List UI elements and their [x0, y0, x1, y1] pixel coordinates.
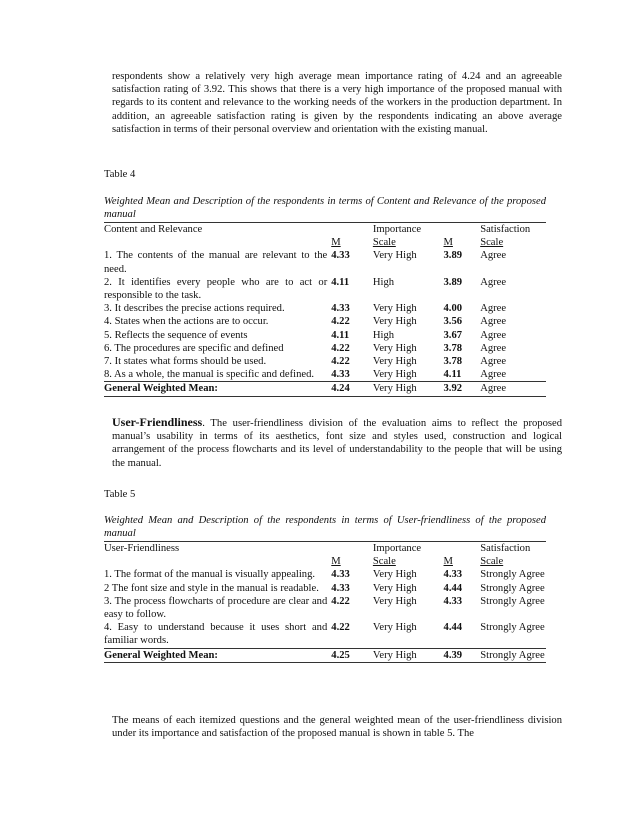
- intro-paragraph: respondents show a relatively very high average mean importance rating of 4.24 and an agreeable satisfaction rating of 3.92. This shows that there is a very high importance of the proposed manual with regards to its content and relevance to the working needs of the workers in the production department. In addition, an agreeable satisfaction rating is given by the respondents indicating an above average satisfaction in terms of their personal overview and orientation with the existing manual.: [112, 71, 562, 135]
- row-description: 2 The font size and style in the manual is readable.: [104, 582, 319, 594]
- table-row: [104, 595, 546, 621]
- satisfaction-scale: Strongly Agree: [480, 622, 545, 634]
- row-description: 3. It describes the precise actions required.: [104, 303, 285, 315]
- satisfaction-mean: 4.00: [443, 303, 463, 315]
- satisfaction-scale: Strongly Agree: [480, 582, 545, 594]
- table-row: [104, 342, 546, 355]
- table-row: [104, 302, 546, 315]
- satisfaction-scale: Agree: [480, 276, 507, 288]
- general-importance-mean: 4.24: [331, 382, 373, 396]
- user-friendliness-heading: User-Friendliness: [112, 415, 203, 429]
- general-satisfaction-scale: Strongly Agree: [480, 649, 545, 661]
- table-row: [104, 368, 546, 382]
- satisfaction-mean: 3.78: [443, 356, 463, 368]
- satisfaction-mean: 3.78: [443, 342, 463, 354]
- importance-mean: 4.33: [331, 303, 350, 315]
- row-description: 1. The format of the manual is visually appealing.: [104, 569, 316, 581]
- table-row: [104, 582, 546, 595]
- importance-scale: Very High: [372, 582, 417, 594]
- general-mean-label: General Weighted Mean:: [104, 648, 331, 662]
- satisfaction-mean: 4.11: [443, 369, 462, 381]
- table-row: [104, 568, 546, 581]
- importance-scale: Very High: [372, 595, 417, 607]
- table-row: [104, 315, 546, 328]
- importance-scale: High: [372, 276, 395, 288]
- table4-importance-header: Importance: [373, 223, 444, 237]
- satisfaction-mean: 4.44: [443, 622, 463, 634]
- row-description: 6. The procedures are specific and defined: [104, 342, 284, 354]
- satisfaction-mean: 3.67: [443, 329, 463, 341]
- importance-mean: 4.11: [331, 329, 350, 341]
- importance-mean: 4.22: [331, 356, 350, 368]
- satisfaction-scale: Agree: [480, 369, 507, 381]
- table5-scale-header: Scale: [480, 556, 504, 568]
- row-description: 1. The contents of the manual are relevant to the need.: [104, 250, 328, 275]
- satisfaction-scale: Agree: [480, 356, 507, 368]
- general-mean-label: General Weighted Mean:: [104, 382, 331, 396]
- importance-scale: Very High: [372, 356, 417, 368]
- table5-importance-header: Importance: [373, 542, 444, 556]
- importance-scale: Very High: [372, 342, 417, 354]
- table4-col-header: Content and Relevance: [104, 223, 331, 237]
- satisfaction-scale: Agree: [480, 316, 507, 328]
- row-description: 8. As a whole, the manual is specific and defined.: [104, 369, 315, 381]
- table5-caption: Weighted Mean and Description of the respondents in terms of User-friendliness of the proposed manual: [104, 515, 546, 540]
- satisfaction-scale: Strongly Agree: [480, 569, 545, 581]
- table4-caption: Weighted Mean and Description of the respondents in terms of Content and Relevance of the proposed manual: [104, 196, 546, 221]
- satisfaction-mean: 4.33: [443, 595, 463, 607]
- table4-m-header: M: [331, 237, 341, 249]
- table4-satisfaction-header: Satisfaction: [480, 223, 546, 237]
- table4-m-header: M: [443, 237, 453, 249]
- general-importance-mean: 4.25: [331, 648, 373, 662]
- row-description: 2. It identifies every people who are to act or responsible to the task.: [104, 276, 328, 302]
- importance-scale: Very High: [372, 622, 417, 634]
- importance-mean: 4.33: [331, 582, 350, 594]
- general-satisfaction-mean: 4.39: [444, 648, 481, 662]
- table5-header-row: [104, 542, 546, 556]
- importance-scale: Very High: [372, 250, 417, 262]
- importance-scale: Very High: [372, 569, 417, 581]
- general-satisfaction-scale: Agree: [480, 382, 546, 396]
- table4: [104, 222, 546, 397]
- table4-label: Table 4: [104, 169, 136, 180]
- table5-scale-header: Scale: [372, 556, 396, 568]
- table5-general-row: [104, 648, 546, 662]
- general-importance-scale: Very High: [373, 382, 444, 396]
- importance-scale: High: [372, 329, 395, 341]
- satisfaction-scale: Agree: [480, 342, 507, 354]
- table-row: [104, 355, 546, 368]
- satisfaction-scale: Strongly Agree: [480, 595, 545, 607]
- satisfaction-scale: Agree: [480, 250, 507, 262]
- table4-scale-header: Scale: [372, 237, 396, 249]
- satisfaction-scale: Agree: [480, 329, 507, 341]
- satisfaction-mean: 3.89: [443, 250, 463, 262]
- table5-m-header: M: [331, 556, 341, 568]
- importance-scale: Very High: [372, 303, 417, 315]
- general-importance-scale: Very High: [373, 648, 444, 662]
- table5-subheader-row: [104, 555, 546, 568]
- table5-col-header: User-Friendliness: [104, 542, 331, 556]
- table-row: [104, 329, 546, 342]
- row-description: 7. It states what forms should be used.: [104, 356, 267, 368]
- table5-satisfaction-header: Satisfaction: [480, 542, 546, 556]
- importance-mean: 4.33: [331, 569, 350, 581]
- row-description: 3. The process flowcharts of procedure are clear and easy to follow.: [104, 595, 328, 621]
- row-description: 4. States when the actions are to occur.: [104, 316, 269, 328]
- importance-mean: 4.22: [331, 316, 350, 328]
- importance-mean: 4.11: [331, 276, 350, 288]
- importance-scale: Very High: [372, 316, 417, 328]
- row-description: 5. Reflects the sequence of events: [104, 329, 248, 341]
- table4-subheader-row: [104, 236, 546, 249]
- satisfaction-mean: 4.33: [443, 569, 463, 581]
- table5: [104, 541, 546, 663]
- table5-m-header: M: [443, 556, 453, 568]
- importance-mean: 4.22: [331, 342, 350, 354]
- satisfaction-mean: 3.89: [443, 276, 463, 288]
- satisfaction-mean: 4.44: [443, 582, 463, 594]
- importance-mean: 4.33: [331, 369, 350, 381]
- user-friendliness-text: . The user-friendliness division of the evaluation aims to reflect the proposed manual’s usability in terms of its aesthetics, font size and styles used, construction and logical arrangement of the process flowcharts and its level of understandability to the people that will be using the manual.: [112, 418, 562, 469]
- user-friendliness-paragraph: [112, 416, 562, 470]
- importance-mean: 4.22: [331, 622, 350, 634]
- table-row: [104, 276, 546, 302]
- table-row: [104, 249, 546, 275]
- importance-mean: 4.33: [331, 250, 350, 262]
- table4-header-row: [104, 223, 546, 237]
- row-description: 4. Easy to understand because it uses short and familiar words.: [104, 622, 328, 647]
- satisfaction-mean: 3.56: [443, 316, 463, 328]
- general-satisfaction-mean: 3.92: [444, 382, 481, 396]
- satisfaction-scale: Agree: [480, 303, 507, 315]
- table-row: [104, 621, 546, 648]
- table5-label: Table 5: [104, 489, 136, 500]
- importance-mean: 4.22: [331, 595, 350, 607]
- table4-scale-header: Scale: [480, 237, 504, 249]
- table4-general-row: [104, 382, 546, 396]
- importance-scale: Very High: [372, 369, 417, 381]
- closing-paragraph: The means of each itemized questions and the general weighted mean of the user-friendliness division under its importance and satisfaction of the proposed manual is shown in table 5. The: [112, 715, 562, 740]
